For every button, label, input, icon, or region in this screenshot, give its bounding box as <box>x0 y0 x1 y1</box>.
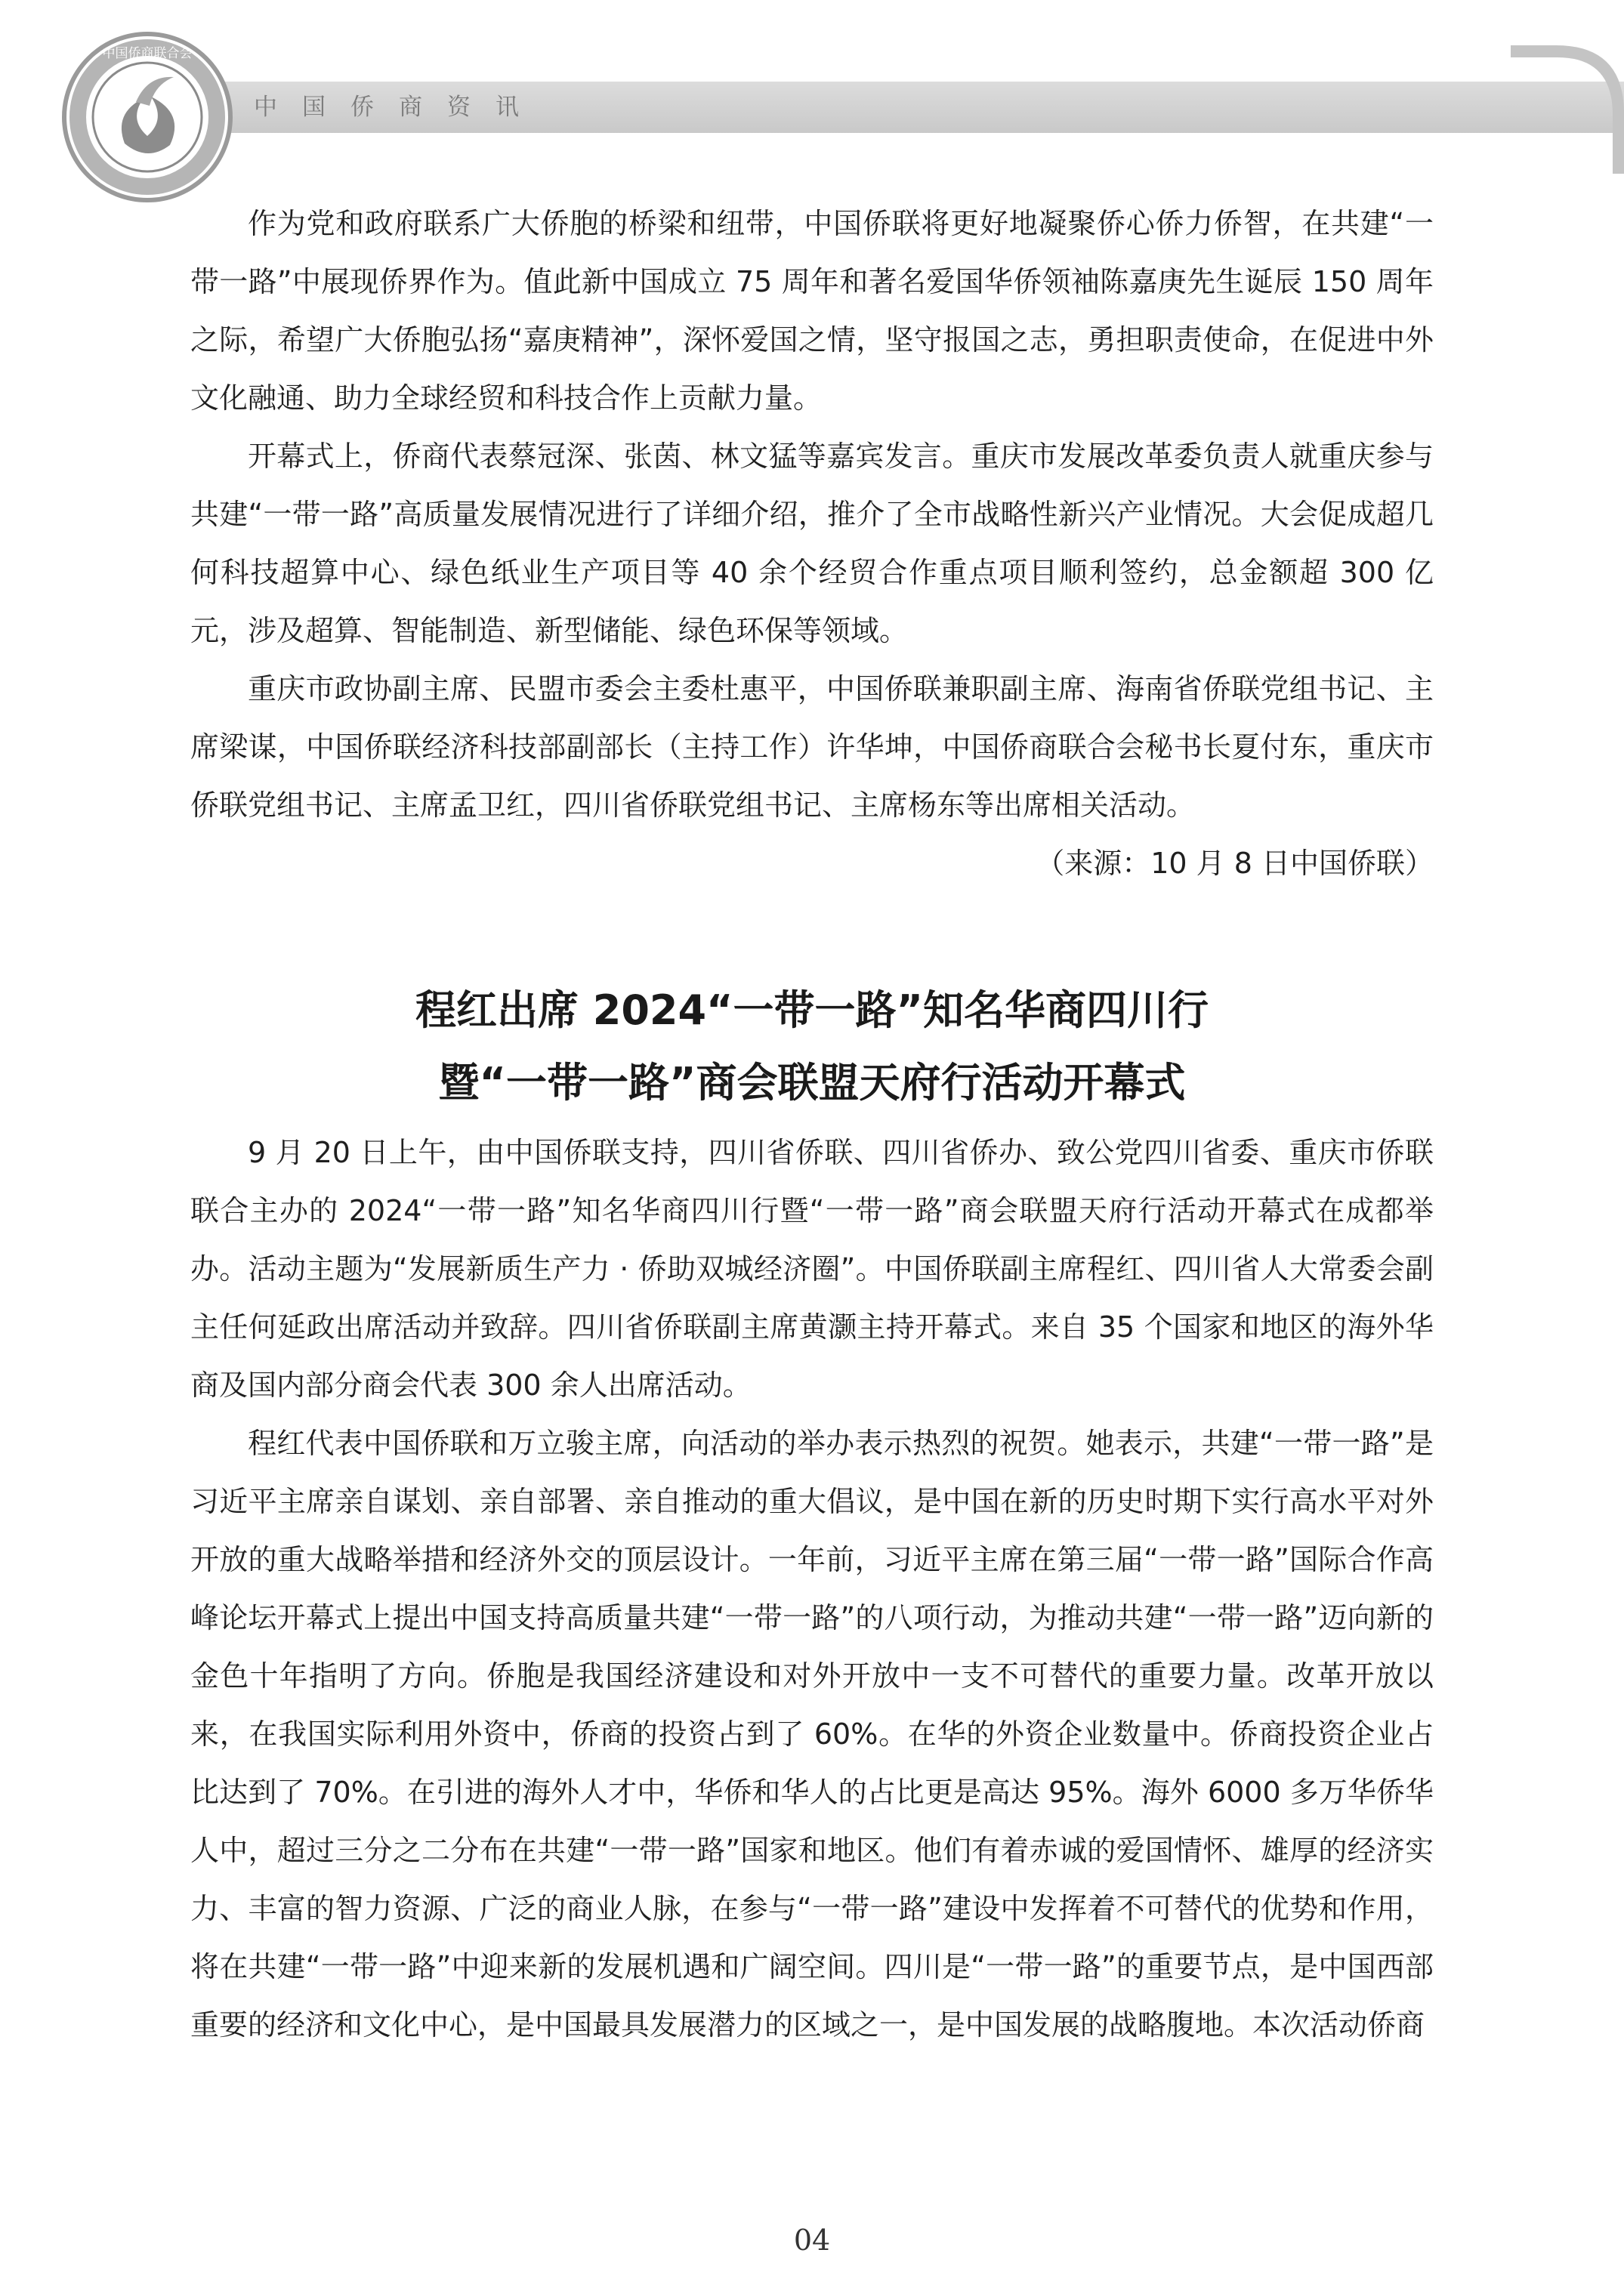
paragraph: 开幕式上，侨商代表蔡冠深、张茵、林文猛等嘉宾发言。重庆市发展改革委负责人就重庆参与共建“一带一路”高质量发展情况进行了详细介绍，推介了全市战略性新兴产业情况。大会促成超几何科技超算中心、绿色纸业生产项目等 40 余个经贸合作重点项目顺利签约，总金额超 300 亿元，涉及超算、智能制造、新型储能、绿色环保等领域。 <box>190 440 1434 647</box>
paragraph: 作为党和政府联系广大侨胞的桥梁和纽带，中国侨联将更好地凝聚侨心侨力侨智，在共建“一带一路”中展现侨界作为。值此新中国成立 75 周年和著名爱国华侨领袖陈嘉庚先生诞辰 150 周年之际，希望广大侨胞弘扬“嘉庚精神”，深怀爱国之情，坚守报国之志，勇担职责使命，在促进中外文化融通、助力全球经贸和科技合作上贡献力量。 <box>190 207 1434 415</box>
article-headline <box>190 974 1434 1119</box>
paragraph: 程红代表中国侨联和万立骏主席，向活动的举办表示热烈的祝贺。她表示，共建“一带一路”是习近平主席亲自谋划、亲自部署、亲自推动的重大倡议，是中国在新的历史时期下实行高水平对外开放的重大战略举措和经济外交的顶层设计。一年前，习近平主席在第三届“一带一路”国际合作高峰论坛开幕式上提出中国支持高质量共建“一带一路”的八项行动，为推动共建“一带一路”迈向新的金色十年指明了方向。侨胞是我国经济建设和对外开放中一支不可替代的重要力量。改革开放以来，在我国实际利用外资中，侨商的投资占到了 60%。在华的外资企业数量中。侨商投资企业占比达到了 70%。在引进的海外人才中，华侨和华人的占比更是高达 95%。海外 6000 多万华侨华人中，超过三分之二分布在共建“一带一路”国家和地区。他们有着赤诚的爱国情怀、雄厚的经济实力、丰富的智力资源、广泛的商业人脉，在参与“一带一路”建设中发挥着不可替代的优势和作用，将在共建“一带一路”中迎来新的发展机遇和广阔空间。四川是“一带一路”的重要节点，是中国西部重要的经济和文化中心，是中国最具发展潜力的区域之一，是中国发展的战略腹地。本次活动侨商 <box>190 1427 1434 2041</box>
source-note: （来源：10 月 8 日中国侨联） <box>1036 847 1434 880</box>
article-body <box>190 1124 1434 2054</box>
paragraph: 重庆市政协副主席、民盟市委会主委杜惠平，中国侨联兼职副主席、海南省侨联党组书记、主席梁谋，中国侨联经济科技部副部长（主持工作）许华坤，中国侨商联合会秘书长夏付东，重庆市侨联党组书记、主席孟卫红，四川省侨联党组书记、主席杨东等出席相关活动。 <box>190 672 1434 822</box>
previous-article-continuation <box>190 195 1434 893</box>
headline-line-1: 程红出席 2024“一带一路”知名华商四川行 <box>415 986 1209 1034</box>
page-number: 04 <box>793 2224 831 2257</box>
logo-emblem <box>60 30 234 204</box>
headline-line-2: 暨“一带一路”商会联盟天府行活动开幕式 <box>438 1059 1186 1106</box>
paragraph: 9 月 20 日上午，由中国侨联支持，四川省侨联、四川省侨办、致公党四川省委、重庆市侨联联合主办的 2024“一带一路”知名华商四川行暨“一带一路”商会联盟天府行活动开幕式在成都举办。活动主题为“发展新质生产力 · 侨助双城经济圈”。中国侨联副主席程红、四川省人大常委会副主任何延政出席活动并致辞。四川省侨联副主席黄灏主持开幕式。来自 35 个国家和地区的海外华商及国内部分商会代表 300 余人出席活动。 <box>190 1136 1434 1402</box>
header-title: 中国侨商资讯 <box>254 94 544 121</box>
logo-text: 中国侨商联合会 <box>102 46 193 61</box>
header-corner-arc <box>1511 45 1624 174</box>
